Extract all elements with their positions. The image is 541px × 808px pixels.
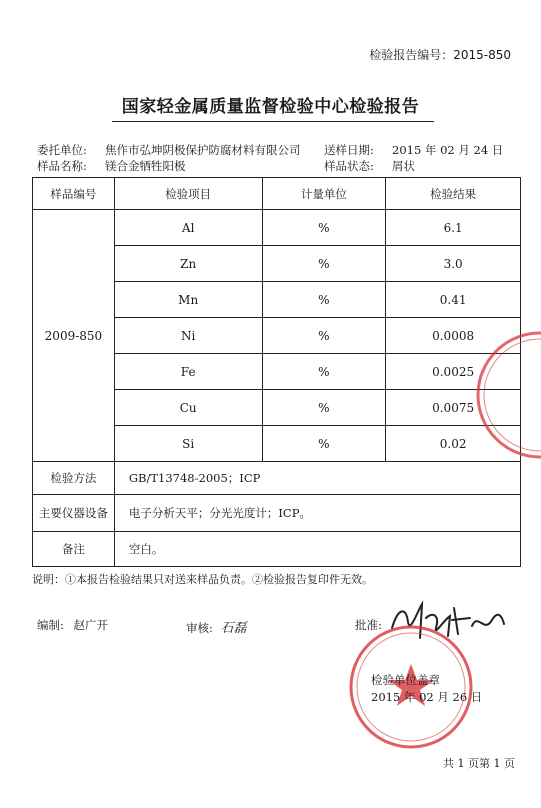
reviewed-signature: 石磊 (220, 621, 247, 636)
result-cell: 3.0 (386, 246, 521, 282)
client-value: 焦作市弘坤阴极保护防腐材料有限公司 (105, 143, 301, 157)
result-cell: 0.41 (386, 282, 521, 318)
client-label: 委托单位: (37, 143, 87, 157)
seal-unit-label: 检验单位盖章 (371, 673, 440, 687)
remarks-row (33, 532, 521, 567)
unit-cell: % (262, 318, 386, 354)
item-cell: Al (114, 210, 262, 246)
item-cell: Si (114, 426, 262, 462)
report-title: 国家轻金属质量监督检验中心检验报告 (121, 97, 420, 117)
unit-cell: % (262, 426, 386, 462)
instruments-row (33, 495, 521, 532)
page-number: 共 1 页第 1 页 (443, 757, 515, 770)
result-cell: 0.02 (386, 426, 521, 462)
item-cell: Cu (114, 390, 262, 426)
approved-label: 批准: (355, 618, 382, 632)
prepared-by (37, 617, 108, 633)
sample-state-label: 样品状态: (324, 159, 374, 173)
results-table (32, 177, 521, 567)
sample-name-label: 样品名称: (37, 159, 87, 173)
sample-state-value: 屑状 (392, 159, 415, 173)
unit-cell: % (262, 282, 386, 318)
header-sample-id: 样品编号 (33, 178, 115, 210)
header-unit: 计量单位 (262, 178, 386, 210)
method-label: 检验方法 (33, 462, 115, 495)
table-header-row (33, 178, 521, 210)
seal-date: 2015 年 02 月 26 日 (371, 690, 483, 704)
sample-id-cell: 2009-850 (33, 210, 115, 462)
reviewed-label: 审核: (186, 621, 213, 635)
unit-cell: % (262, 390, 386, 426)
header-test-item: 检验项目 (114, 178, 262, 210)
unit-cell: % (262, 246, 386, 282)
item-cell: Mn (114, 282, 262, 318)
unit-cell: % (262, 354, 386, 390)
submit-date-value: 2015 年 02 月 24 日 (392, 143, 504, 157)
table-row (33, 210, 521, 246)
result-cell: 0.0025 (386, 354, 521, 390)
report-note: 说明：①本报告检验结果只对送来样品负责。②检验报告复印件无效。 (32, 573, 373, 586)
partial-seal-icon (470, 325, 541, 465)
item-cell: Zn (114, 246, 262, 282)
sample-name-value: 镁合金牺牲阳极 (105, 159, 186, 173)
header-result: 检验结果 (386, 178, 521, 210)
remarks-label: 备注 (33, 532, 115, 567)
instruments-value: 电子分析天平；分光光度计；ICP。 (114, 495, 520, 532)
item-cell: Fe (114, 354, 262, 390)
method-value: GB/T13748-2005；ICP (114, 462, 520, 495)
method-row (33, 462, 521, 495)
remarks-value: 空白。 (114, 532, 520, 567)
submit-date-label: 送样日期: (324, 143, 374, 157)
result-cell: 6.1 (386, 210, 521, 246)
result-cell: 0.0008 (386, 318, 521, 354)
prepared-label: 编制: (37, 618, 64, 632)
result-cell: 0.0075 (386, 390, 521, 426)
item-cell: Ni (114, 318, 262, 354)
unit-cell: % (262, 210, 386, 246)
prepared-name: 赵广开 (73, 618, 109, 632)
title-underline (112, 121, 434, 122)
reviewed-by (186, 617, 247, 636)
instruments-label: 主要仪器设备 (33, 495, 115, 532)
report-number: 检验报告编号：2015-850 (369, 48, 511, 62)
